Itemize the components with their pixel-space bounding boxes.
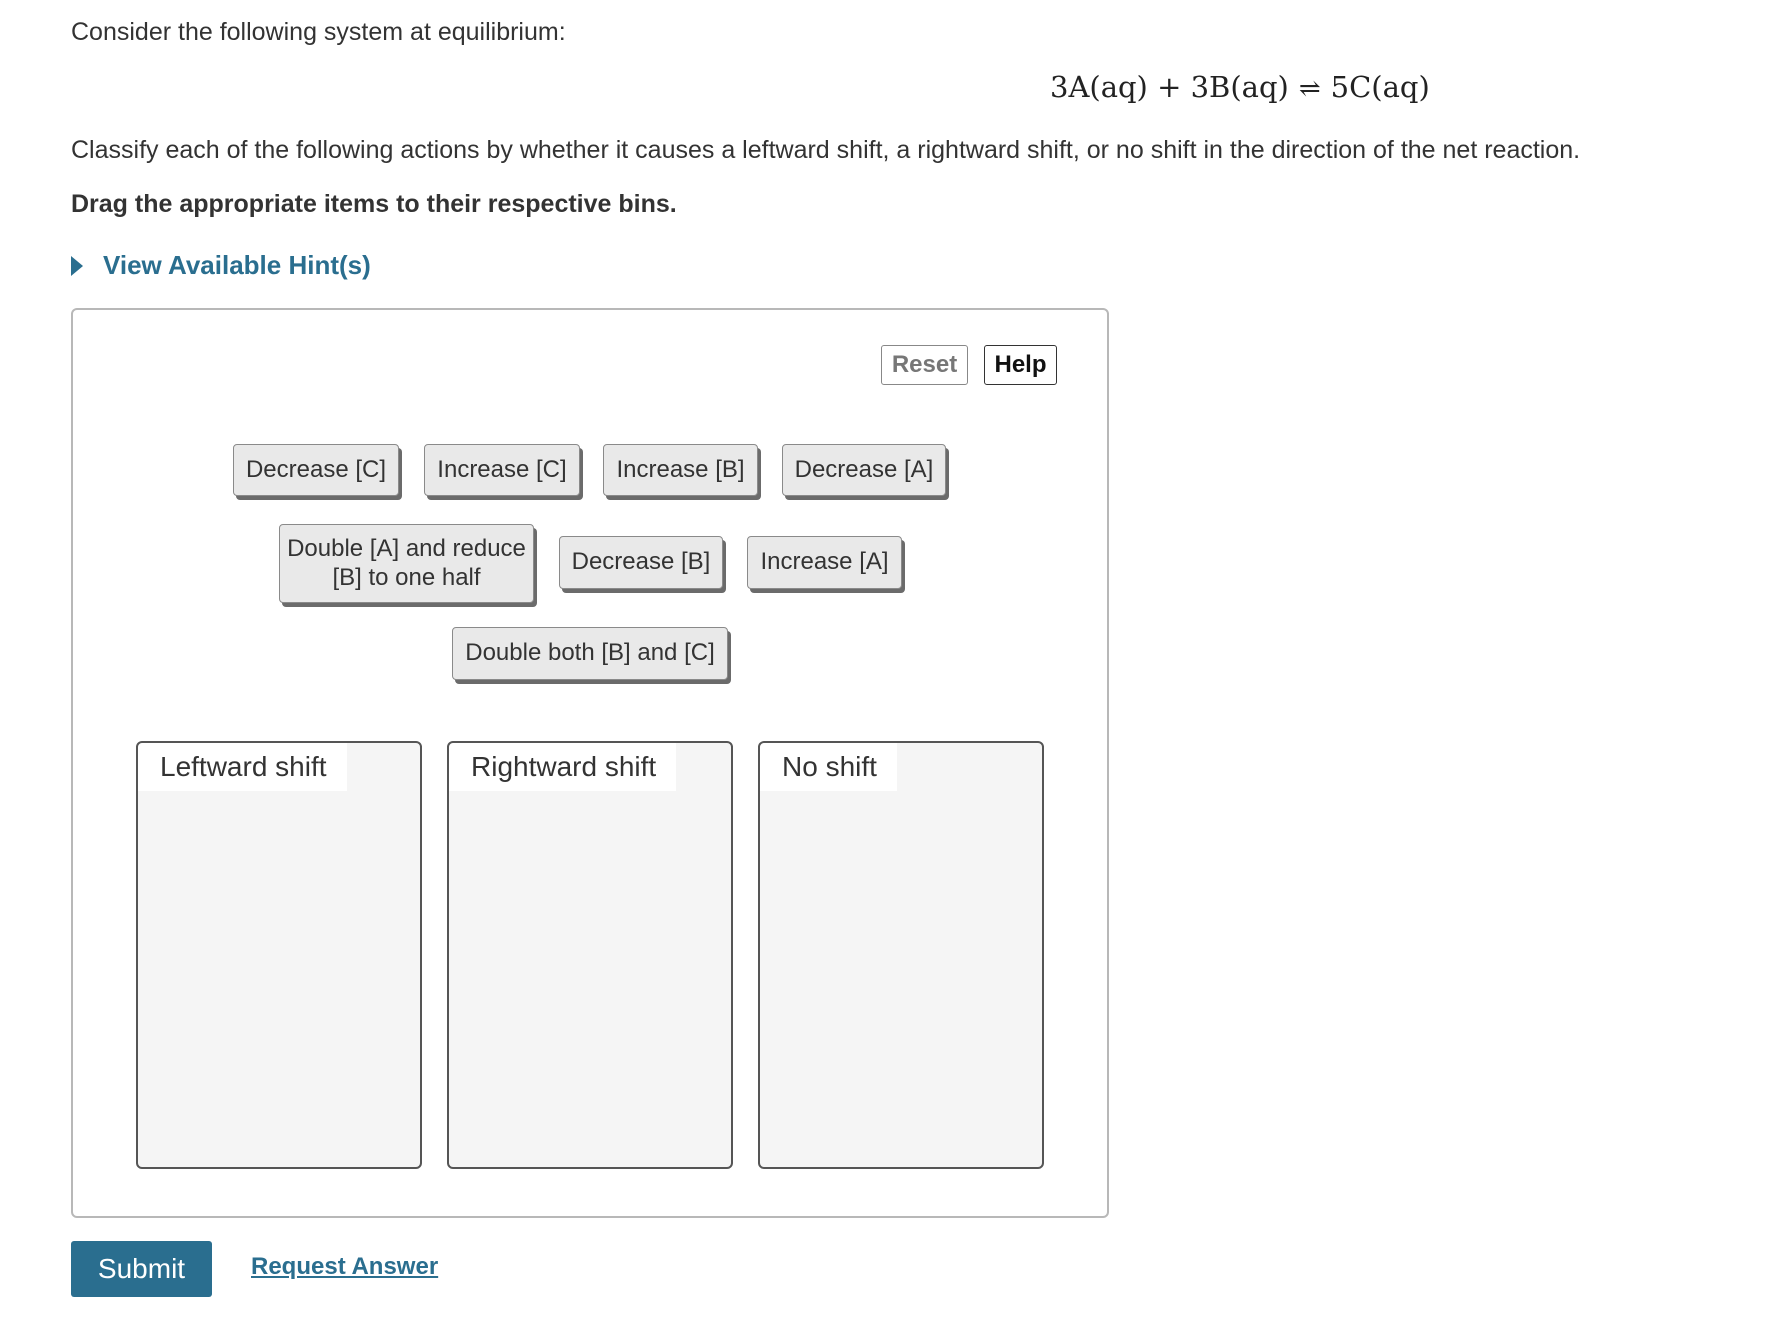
bin-label: Rightward shift — [449, 743, 676, 791]
drag-instruction: Drag the appropriate items to their respective bins. — [71, 190, 677, 218]
bin-label: Leftward shift — [138, 743, 347, 791]
view-hints-toggle[interactable] — [71, 250, 371, 281]
drag-item-decrease-c[interactable]: Decrease [C] — [233, 444, 399, 496]
drag-item-increase-c[interactable]: Increase [C] — [424, 444, 580, 496]
reset-button[interactable]: Reset — [881, 345, 968, 385]
classify-instructions: Classify each of the following actions by whether it causes a leftward shift, a rightward shift, or no shift in the direction of the net reaction. — [71, 136, 1581, 164]
bin-rightward-shift[interactable] — [447, 741, 733, 1169]
bin-leftward-shift[interactable] — [136, 741, 422, 1169]
request-answer-link[interactable]: Request Answer — [251, 1253, 439, 1280]
equilibrium-arrow-icon: ⇌ — [1298, 74, 1321, 104]
equation-reactants: 3A(aq) + 3B(aq) — [1050, 70, 1289, 104]
bin-label: No shift — [760, 743, 897, 791]
drag-item-increase-a[interactable]: Increase [A] — [747, 536, 902, 589]
drag-item-decrease-a[interactable]: Decrease [A] — [782, 444, 946, 496]
bin-no-shift[interactable] — [758, 741, 1044, 1169]
equation-products: 5C(aq) — [1330, 70, 1430, 104]
question-intro: Consider the following system at equilibrium: — [71, 18, 566, 46]
drag-item-double-a-halve-b[interactable]: Double [A] and reduce [B] to one half — [279, 524, 534, 603]
drag-item-double-b-and-c[interactable]: Double both [B] and [C] — [452, 627, 728, 680]
help-button[interactable]: Help — [984, 345, 1057, 385]
caret-right-icon — [71, 256, 83, 276]
view-hints-link[interactable]: View Available Hint(s) — [103, 250, 371, 280]
submit-button[interactable]: Submit — [71, 1241, 212, 1297]
drag-item-decrease-b[interactable]: Decrease [B] — [559, 536, 723, 589]
reaction-equation — [1050, 70, 1430, 104]
drag-item-increase-b[interactable]: Increase [B] — [603, 444, 758, 496]
